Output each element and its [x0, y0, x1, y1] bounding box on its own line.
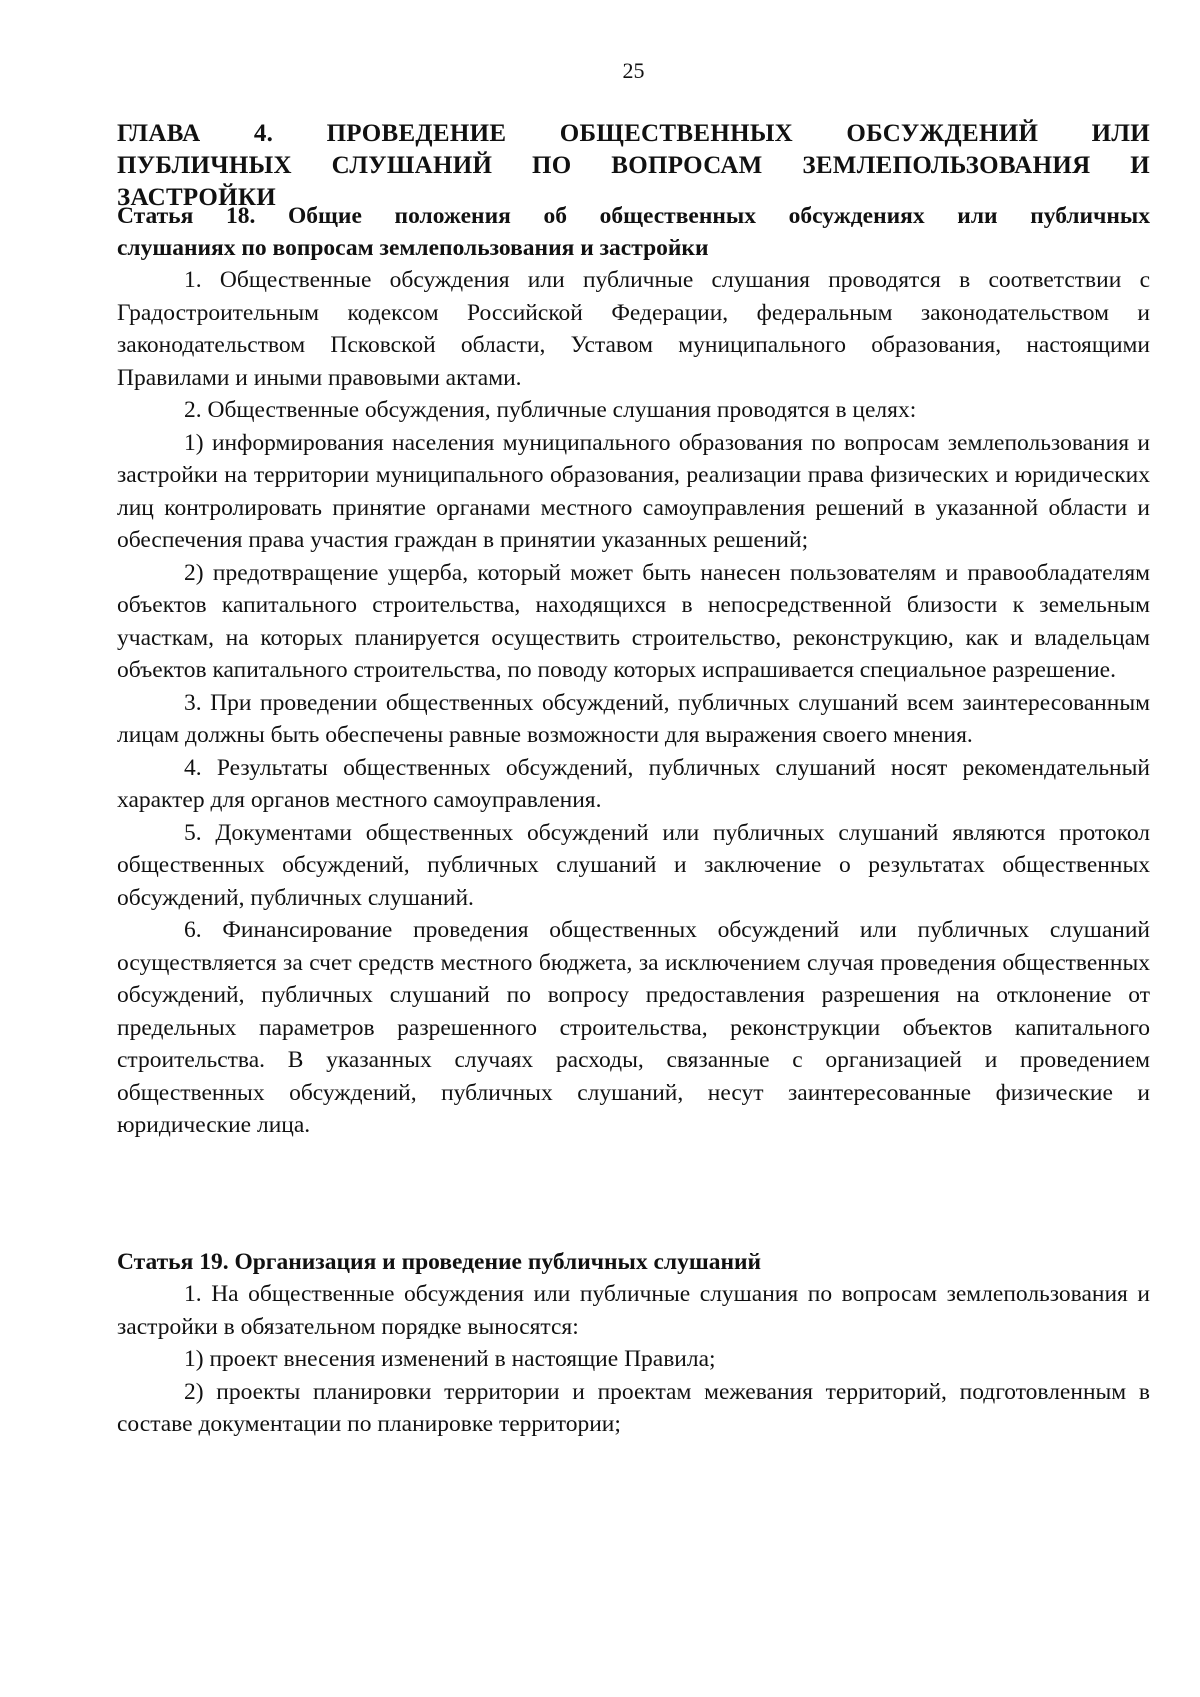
- article-title-line: слушаниях по вопросам землепользования и застройки: [117, 235, 709, 261]
- paragraph: 1. Общественные обсуждения или публичные слушания проводятся в соответствии с Градостроительным кодексом Российской Федерации, федеральным законодательством и законодательством Псковской области, Уставом муниципального образования, настоящими Правилами и иными правовыми актами.: [117, 267, 1150, 391]
- chapter-heading-line: ГЛАВА 4. ПРОВЕДЕНИЕ ОБЩЕСТВЕННЫХ ОБСУЖДЕНИЙ ИЛИ: [117, 120, 1150, 147]
- paragraph: 2) проекты планировки территории и проектам межевания территорий, подготовленным в составе документации по планировке территории;: [117, 1378, 1150, 1437]
- paragraph: 2) предотвращение ущерба, который может быть нанесен пользователям и правообладателям объектов капитального строительства, находящихся в непосредственной близости к земельным участкам, на которых планируется осуществить строительство, реконструкцию, как и владельцам объектов капитального строительства, по поводу которых испрашивается специальное разрешение.: [117, 559, 1150, 683]
- chapter-heading-line: ЗАСТРОЙКИ: [117, 184, 277, 211]
- paragraph: 5. Документами общественных обсуждений или публичных слушаний являются протокол общественных обсуждений, публичных слушаний и заключение о результатах общественных обсуждений, публичных слушаний.: [117, 819, 1150, 911]
- paragraph: 6. Финансирование проведения общественных обсуждений или публичных слушаний осуществляется за счет средств местного бюджета, за исключением случая проведения общественных обсуждений, публичных слушаний по вопросу предоставления разрешения на отклонение от предельных параметров разрешенного строительства, реконструкции объектов капитального строительства. В указанных случаях расходы, связанные с организацией и проведением общественных обсуждений, публичных слушаний, несут заинтересованные физические и юридические лица.: [117, 917, 1150, 1138]
- paragraph: 3. При проведении общественных обсуждений, публичных слушаний всем заинтересованным лицам должны быть обеспечены равные возможности для выражения своего мнения.: [117, 689, 1150, 748]
- paragraph: 2. Общественные обсуждения, публичные слушания проводятся в целях:: [184, 397, 917, 423]
- article-19-title: [117, 1246, 1150, 1278]
- page-number: 25: [622, 58, 645, 83]
- paragraph: 1. На общественные обсуждения или публичные слушания по вопросам землепользования и застройки в обязательном порядке выносятся:: [117, 1281, 1150, 1340]
- article-18-title: [117, 200, 1150, 264]
- paragraph: 1) информирования населения муниципального образования по вопросам землепользования и застройки на территории муниципального образования, реализации права физических и юридических лиц контролировать принятие органами местного самоуправления решений в указанной области и обеспечения права участия граждан в принятии указанных решений;: [117, 429, 1150, 553]
- paragraph: 4. Результаты общественных обсуждений, публичных слушаний носят рекомендательный характер для органов местного самоуправления.: [117, 754, 1150, 813]
- paragraph: 1) проект внесения изменений в настоящие Правила;: [184, 1346, 716, 1372]
- article-title-line: Статья 19. Организация и проведение публичных слушаний: [117, 1249, 762, 1275]
- article-18: [117, 200, 1150, 1142]
- article-19: [117, 1246, 1150, 1441]
- article-title-line: Статья 18. Общие положения об общественных обсуждениях или публичных: [117, 203, 1150, 229]
- chapter-heading-line: ПУБЛИЧНЫХ СЛУШАНИЙ ПО ВОПРОСАМ ЗЕМЛЕПОЛЬЗОВАНИЯ И: [117, 152, 1150, 179]
